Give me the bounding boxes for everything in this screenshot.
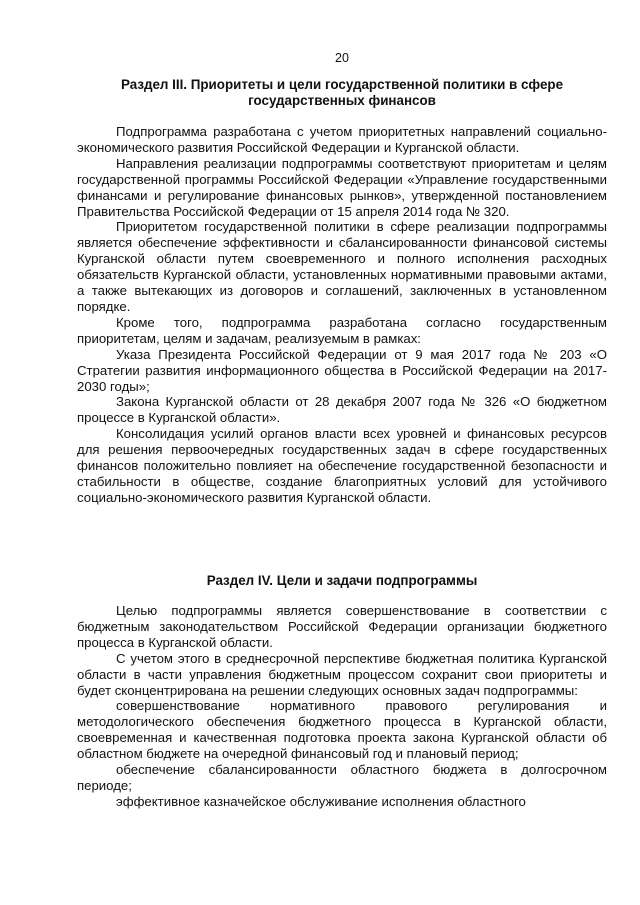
section-4-paragraph: С учетом этого в среднесрочной перспективе бюджетная политика Курганской области в части управления бюджетным процессом сохранит свои приоритеты и будет сконцентрирована на решении следующих основных задач подпрограммы: — [77, 650, 607, 698]
section-4-paragraph: Целью подпрограммы является совершенствование в соответствии с бюджетным законодательством Российской Федерации организации бюджетного процесса в Курганской области. — [77, 603, 607, 650]
section-3-paragraph: Подпрограмма разработана с учетом приоритетных направлений социально-экономического развития Российской Федерации и Курганской области. — [77, 124, 607, 155]
section-3-paragraph: Кроме того, подпрограмма разработана согласно государственным приоритетам, целям и задачам, реализуемым в рамках: — [77, 314, 607, 346]
page-number: 20 — [335, 51, 349, 65]
section-3-body — [77, 124, 607, 506]
section-4-paragraph: совершенствование нормативного правового регулирования и методологического обеспечения бюджетного процесса в Курганской области, своевременная и качественная подготовка проекта закона Курганской области об областном бюджете на очередной финансовый год и плановый период; — [77, 698, 607, 762]
section-3-heading-line-1: Раздел III. Приоритеты и цели государственной политики в сфере — [120, 77, 564, 92]
section-3-paragraph: Указа Президента Российской Федерации от 9 мая 2017 года № 203 «О Стратегии развития информационного общества в Российской Федерации на 2017-2030 годы»; — [77, 346, 607, 394]
section-4-body — [77, 603, 607, 810]
section-4-paragraph: эффективное казначейское обслуживание исполнения областного — [116, 793, 526, 809]
section-3-paragraph: Направления реализации подпрограммы соответствуют приоритетам и целям государственной программы Российской Федерации «Управление государственными финансами и регулирование финансовых рынков», утвержденной постановлением Правительства Российской Федерации от 15 апреля 2014 года № 320. — [77, 155, 607, 219]
section-4-paragraph: обеспечение сбалансированности областного бюджета в долгосрочном периоде; — [77, 762, 607, 793]
section-3-paragraph: Закона Курганской области от 28 декабря 2007 года № 326 «О бюджетном процессе в Курганской области». — [77, 394, 607, 426]
section-3-heading — [77, 77, 607, 109]
section-4-heading: Раздел IV. Цели и задачи подпрограммы — [206, 573, 478, 588]
section-3-heading-line-2: государственных финансов — [248, 93, 436, 108]
section-3-paragraph: Приоритетом государственной политики в сфере реализации подпрограммы является обеспечение эффективности и сбалансированности финансовой системы Курганской области путем своевременного и полного исполнения расходных обязательств Курганской области, установленных нормативными правовыми актами, а также вытекающих из договоров и соглашений, заключенных в установленном порядке. — [77, 219, 607, 314]
section-3-paragraph: Консолидация усилий органов власти всех уровней и финансовых ресурсов для решения первоочередных государственных задач в сфере государственных финансов положительно повлияет на обеспечение государственной безопасности и стабильности в обществе, создание благоприятных условий для устойчивого социально-экономического развития Курганской области. — [77, 426, 607, 505]
